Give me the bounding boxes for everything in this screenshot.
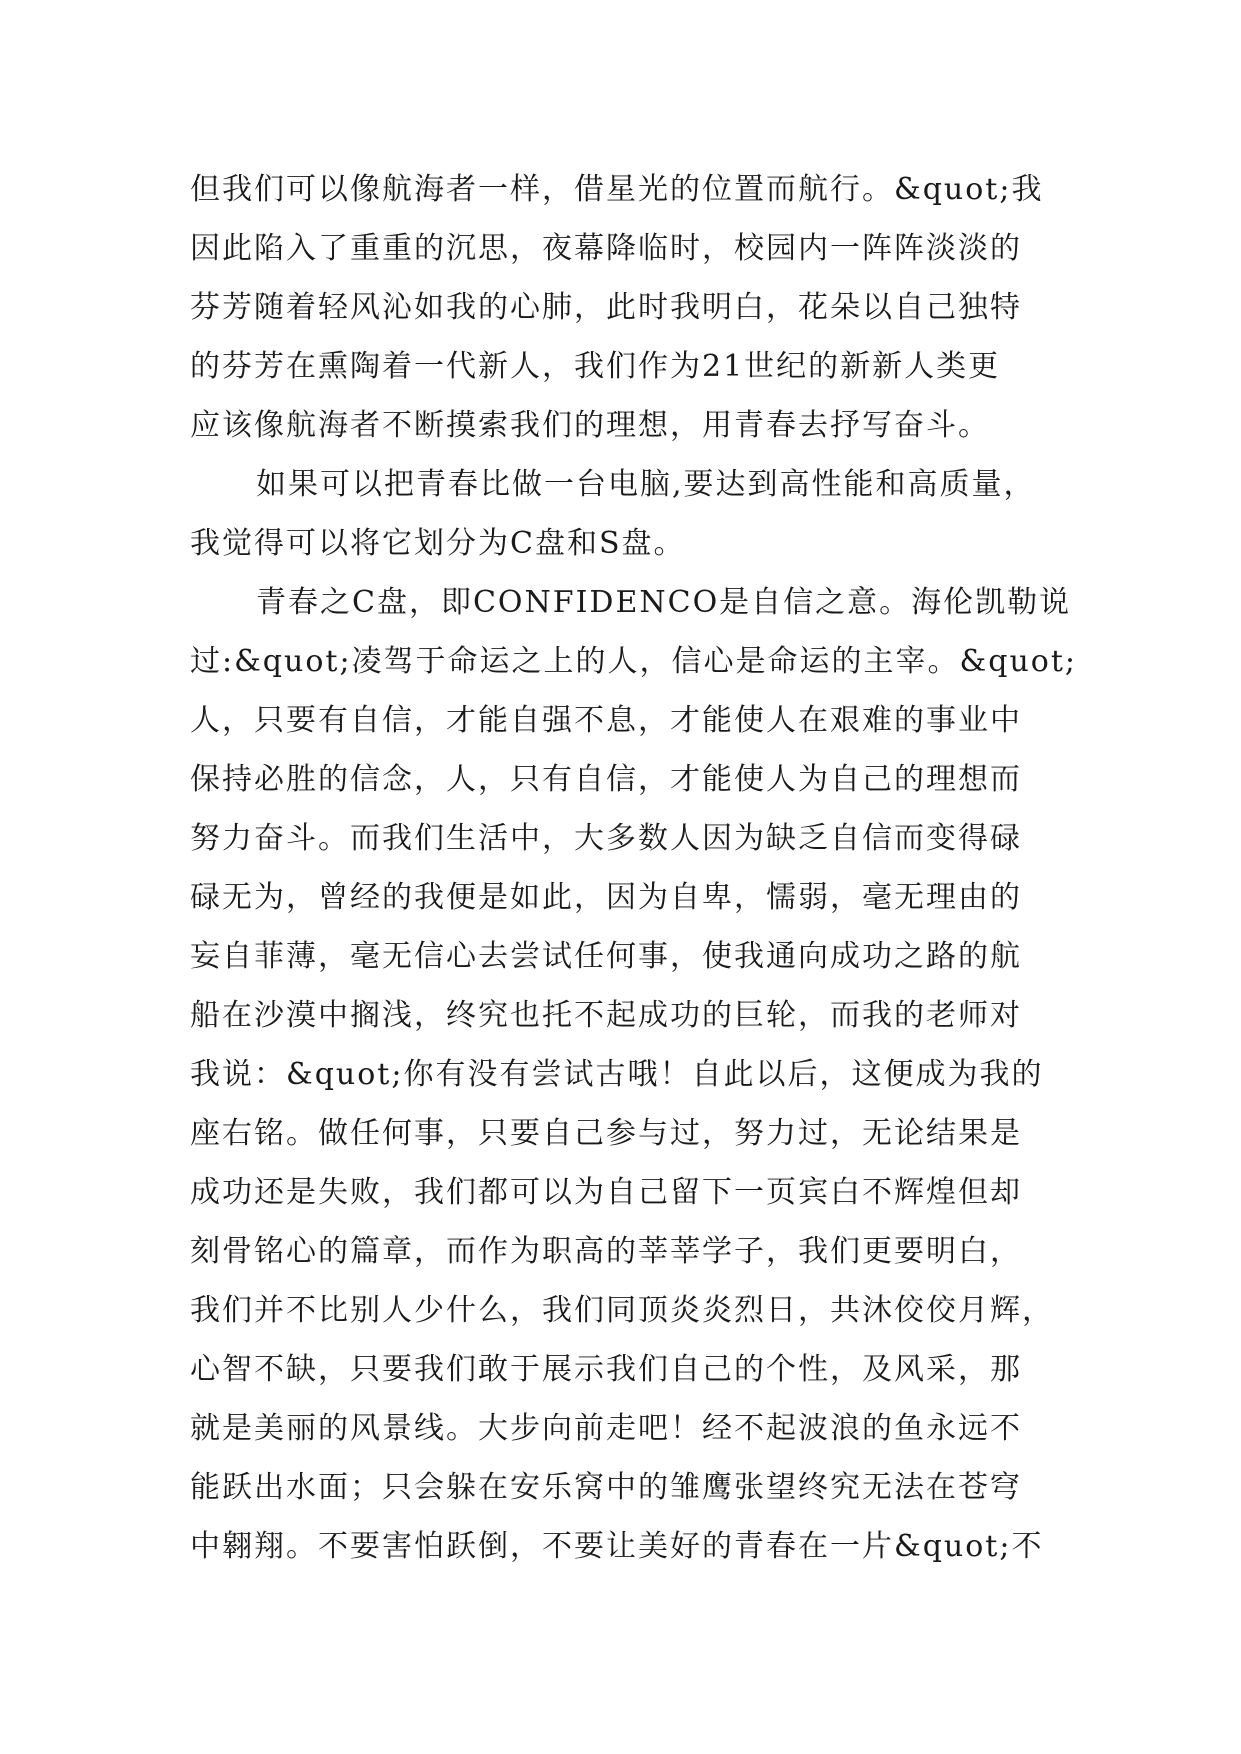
- text-line: 就是美丽的风景线。大步向前走吧！经不起波浪的鱼永远不: [190, 1411, 1022, 1446]
- text-line: 保持必胜的信念，人，只有自信，才能使人为自己的理想而: [190, 762, 1022, 797]
- paragraph-start-line: 如果可以把青春比做一台电脑,要达到高性能和高质量，: [256, 467, 1036, 502]
- text-line: 中翱翔。不要害怕跃倒，不要让美好的青春在一片&quot;不: [190, 1529, 1044, 1564]
- text-line: 但我们可以像航海者一样，借星光的位置而航行。&quot;我: [190, 172, 1044, 207]
- text-line: 我们并不比别人少什么，我们同顶炎炎烈日，共沐佼佼月辉，: [190, 1293, 1054, 1328]
- body-text: [190, 160, 1078, 1576]
- text-line: 我说：&quot;你有没有尝试古哦！自此以后，这便成为我的: [190, 1057, 1044, 1092]
- paragraph-start-line: 青春之C盘，即CONFIDENCO是自信之意。海伦凯勒说: [256, 585, 1072, 620]
- text-line: 努力奋斗。而我们生活中，大多数人因为缺乏自信而变得碌: [190, 821, 1022, 856]
- text-line: 心智不缺，只要我们敢于展示我们自己的个性，及风采，那: [190, 1352, 1022, 1387]
- text-line: 能跃出水面；只会躲在安乐窝中的雏鹰张望终究无法在苍穹: [190, 1470, 1022, 1505]
- text-line: 船在沙漠中搁浅，终究也托不起成功的巨轮，而我的老师对: [190, 998, 1022, 1033]
- text-line: 应该像航海者不断摸索我们的理想，用青春去抒写奋斗。: [190, 408, 990, 443]
- text-line: 人，只要有自信，才能自强不息，才能使人在艰难的事业中: [190, 703, 1022, 738]
- text-line: 碌无为，曾经的我便是如此，因为自卑，懦弱，毫无理由的: [190, 880, 1022, 915]
- text-line: 成功还是失败，我们都可以为自己留下一页宾白不辉煌但却: [190, 1175, 1022, 1210]
- text-line: 芬芳随着轻风沁如我的心肺，此时我明白，花朵以自己独特: [190, 290, 1022, 325]
- text-line: 刻骨铭心的篇章，而作为职高的莘莘学子，我们更要明白，: [190, 1234, 1022, 1269]
- text-line: 妄自菲薄，毫无信心去尝试任何事，使我通向成功之路的航: [190, 939, 1022, 974]
- text-line: 座右铭。做任何事，只要自己参与过，努力过，无论结果是: [190, 1116, 1022, 1151]
- text-line: 我觉得可以将它划分为C盘和S盘。: [190, 526, 686, 561]
- text-line: 的芬芳在熏陶着一代新人，我们作为21世纪的新新人类更: [190, 349, 1001, 384]
- text-line: 因此陷入了重重的沉思，夜幕降临时，校园内一阵阵淡淡的: [190, 231, 1022, 266]
- text-line: 过:&quot;凌驾于命运之上的人，信心是命运的主宰。&quot;: [190, 644, 1078, 679]
